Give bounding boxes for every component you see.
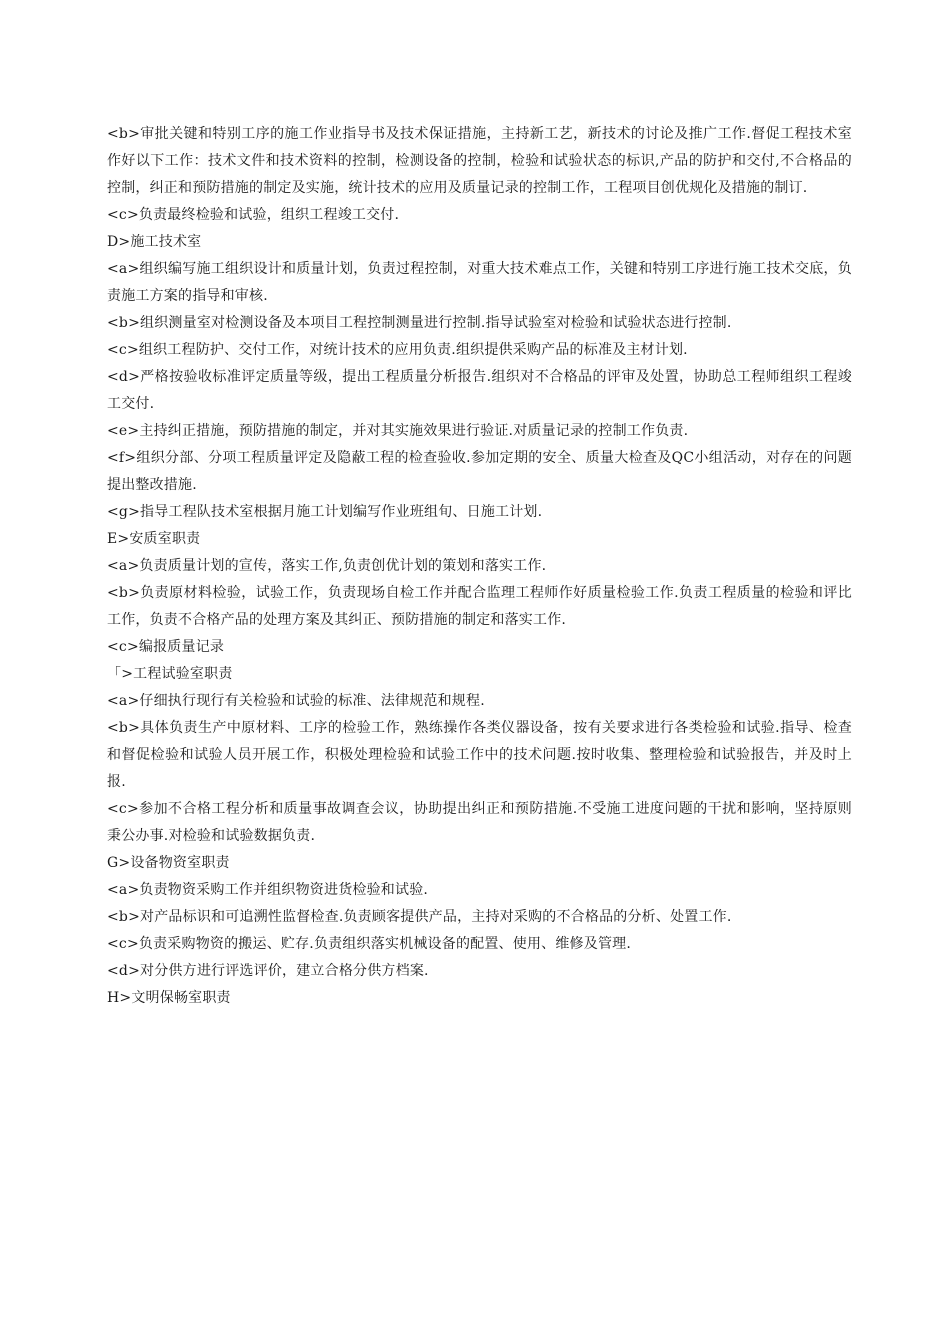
paragraph: <b>审批关键和特别工序的施工作业指导书及技术保证措施，主持新工艺，新技术的讨论及推广工作.督促工程技术室作好以下工作：技术文件和技术资料的控制，检测设备的控制，检验和试验状态的标识,产品的防护和交付,不合格品的控制，纠正和预防措施的制定及实施，统计技术的应用及质量记录的控制工作，工程项目创优规化及措施的制订. xyxy=(107,126,852,196)
paragraph: <c>编报质量记录 xyxy=(107,639,225,655)
paragraph: <b>具体负责生产中原材料、工序的检验工作，熟练操作各类仪器设备，按有关要求进行各类检验和试验.指导、检查和督促检验和试验人员开展工作，积极处理检验和试验工作中的技术问题.按时收集、整理检验和试验报告，并及时上报. xyxy=(107,720,852,790)
paragraph: <a>负责物资采购工作并组织物资进货检验和试验. xyxy=(107,882,429,898)
section-heading: D>施工技术室 xyxy=(107,234,202,250)
section-heading: H>文明保畅室职责 xyxy=(107,990,231,1006)
section-heading: G>设备物资室职责 xyxy=(107,855,230,871)
paragraph: <c>负责最终检验和试验，组织工程竣工交付. xyxy=(107,207,400,223)
section-heading: E>安质室职责 xyxy=(107,531,201,547)
paragraph: <c>组织工程防护、交付工作，对统计技术的应用负责.组织提供采购产品的标准及主材计划. xyxy=(107,342,688,358)
paragraph: <a>负责质量计划的宣传，落实工作,负责创优计划的策划和落实工作. xyxy=(107,558,547,574)
paragraph: <c>参加不合格工程分析和质量事故调查会议，协助提出纠正和预防措施.不受施工进度问题的干扰和影响，坚持原则秉公办事.对检验和试验数据负责. xyxy=(107,801,852,844)
paragraph: <e>主持纠正措施，预防措施的制定，并对其实施效果进行验证.对质量记录的控制工作负责. xyxy=(107,423,689,439)
paragraph: <f>组织分部、分项工程质量评定及隐蔽工程的检查验收.参加定期的安全、质量大检查及QC小组活动，对存在的问题提出整改措施. xyxy=(107,450,852,493)
paragraph: <d>严格按验收标准评定质量等级，提出工程质量分析报告.组织对不合格品的评审及处置，协助总工程师组织工程竣工交付. xyxy=(107,369,852,412)
paragraph: <a>仔细执行现行有关检验和试验的标准、法律规范和规程. xyxy=(107,693,485,709)
paragraph: <g>指导工程队技术室根据月施工计划编写作业班组旬、日施工计划. xyxy=(107,504,543,520)
paragraph: <b>组织测量室对检测设备及本项目工程控制测量进行控制.指导试验室对检验和试验状态进行控制. xyxy=(107,315,732,331)
document-body xyxy=(107,121,852,1012)
paragraph: <a>组织编写施工组织设计和质量计划，负责过程控制，对重大技术难点工作，关键和特别工序进行施工技术交底，负责施工方案的指导和审核. xyxy=(107,261,852,304)
paragraph: <d>对分供方进行评选评价，建立合格分供方档案. xyxy=(107,963,429,979)
paragraph: <b>对产品标识和可追溯性监督检查.负责顾客提供产品，主持对采购的不合格品的分析、处置工作. xyxy=(107,909,732,925)
section-heading: 「>工程试验室职责 xyxy=(107,666,233,682)
paragraph: <c>负责采购物资的搬运、贮存.负责组织落实机械设备的配置、使用、维修及管理. xyxy=(107,936,631,952)
paragraph: <b>负责原材料检验，试验工作，负责现场自检工作并配合监理工程师作好质量检验工作.负责工程质量的检验和评比工作，负责不合格产品的处理方案及其纠正、预防措施的制定和落实工作. xyxy=(107,585,852,628)
